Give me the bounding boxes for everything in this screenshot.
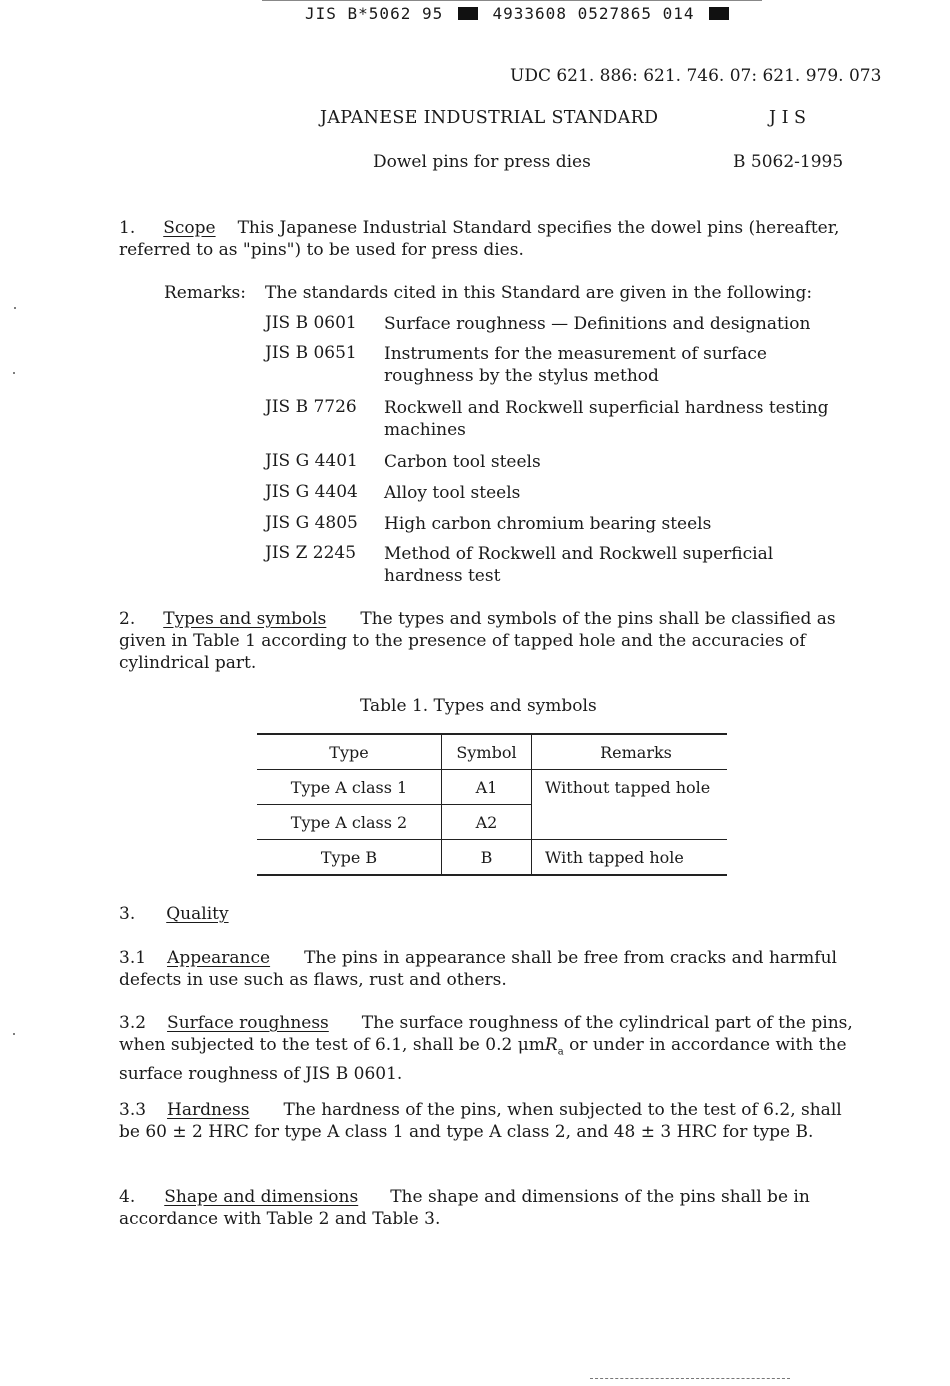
roughness-section	[119, 1012, 859, 1085]
shape-section	[119, 1186, 859, 1230]
table-cell-type: Type A class 1	[257, 770, 442, 805]
barcode-left: JIS B*5062 95	[305, 4, 444, 23]
appearance-section	[119, 947, 859, 991]
ref-code: JIS B 0651	[265, 343, 357, 363]
scan-speck	[14, 307, 16, 309]
scope-text: This Japanese Industrial Standard specifies the dowel pins (hereafter, referred to as "pins") to be used for press dies.	[119, 218, 840, 260]
ref-code: JIS Z 2245	[265, 543, 357, 563]
ref-title: Instruments for the measurement of surface roughness by the stylus method	[384, 344, 767, 386]
table-row	[257, 840, 727, 876]
scope-section	[119, 217, 859, 261]
appearance-text: The pins in appearance shall be free from cracks and harmful defects in use such as flaws, rust and others.	[119, 948, 837, 990]
roughness-heading: Surface roughness	[167, 1013, 329, 1033]
jis-label: J I S	[769, 108, 807, 128]
table-cell-symbol: A2	[442, 805, 532, 840]
appearance-heading: Appearance	[167, 948, 271, 968]
ref-code: JIS G 4805	[265, 513, 358, 533]
section-number: 3.	[119, 904, 136, 924]
ra-subscript: a	[557, 1046, 564, 1058]
table-cell-symbol: A1	[442, 770, 532, 805]
table-header-cell: Symbol	[442, 734, 532, 770]
section-number: 3.1	[119, 948, 147, 968]
roughness-text: The surface roughness of the cylindrical part of the pins, when subjected to the test of 6.1, shall be 0.2 μm	[119, 1013, 853, 1055]
section-number: 3.3	[119, 1100, 147, 1120]
ra-symbol: R	[544, 1035, 558, 1055]
doc-number: B 5062-1995	[733, 152, 844, 172]
table-header-row	[257, 734, 727, 770]
scan-speck	[13, 372, 15, 374]
hardness-heading: Hardness	[167, 1100, 250, 1120]
table-header-cell: Remarks	[532, 734, 728, 770]
barcode-line	[305, 4, 733, 23]
ref-title: Carbon tool steels	[384, 452, 541, 472]
doc-title: Dowel pins for press dies	[373, 152, 591, 172]
quality-heading-line	[119, 903, 859, 925]
udc-line: UDC 621. 886: 621. 746. 07: 621. 979. 073	[510, 66, 882, 86]
footer-rule	[590, 1378, 790, 1380]
table-cell-symbol: B	[442, 840, 532, 876]
table-cell-remarks: With tapped hole	[532, 840, 728, 876]
roughness-text-end: or under in accordance with the surface roughness of JIS B 0601.	[119, 1035, 847, 1085]
types-section	[119, 608, 859, 674]
table-header-cell: Type	[257, 734, 442, 770]
table-caption: Table 1. Types and symbols	[360, 696, 597, 716]
quality-heading: Quality	[166, 904, 229, 924]
ref-title: Rockwell and Rockwell superficial hardness testing machines	[384, 398, 829, 440]
ref-code: JIS B 7726	[265, 397, 357, 417]
shape-heading: Shape and dimensions	[164, 1187, 359, 1207]
barcode-block-icon	[709, 7, 729, 20]
ref-code: JIS B 0601	[265, 313, 357, 333]
scan-speck	[13, 1033, 15, 1035]
ref-title: High carbon chromium bearing steels	[384, 514, 712, 534]
hardness-text: The hardness of the pins, when subjected to the test of 6.2, shall be 60 ± 2 HRC for type A class 1 and type A class 2, and 48 ± 3 HRC for type B.	[119, 1100, 842, 1142]
types-table	[257, 733, 727, 876]
ref-title: Surface roughness — Definitions and designation	[384, 314, 811, 334]
barcode-block-icon	[458, 7, 478, 20]
top-rule	[262, 0, 762, 1]
types-heading: Types and symbols	[163, 609, 327, 629]
shape-text: The shape and dimensions of the pins shall be in accordance with Table 2 and Table 3.	[119, 1187, 810, 1229]
remarks-label: Remarks:	[164, 283, 246, 303]
table-cell-type: Type A class 2	[257, 805, 442, 840]
table-row	[257, 770, 727, 805]
section-number: 3.2	[119, 1013, 147, 1033]
standard-title: JAPANESE INDUSTRIAL STANDARD	[320, 108, 659, 128]
ref-title: Method of Rockwell and Rockwell superficial hardness test	[384, 544, 774, 586]
section-number: 2.	[119, 609, 136, 629]
hardness-section	[119, 1099, 859, 1143]
section-number: 4.	[119, 1187, 136, 1207]
table-cell-remarks: Without tapped hole	[545, 778, 711, 797]
scope-heading: Scope	[163, 218, 216, 238]
section-number: 1.	[119, 218, 136, 238]
table-cell-type: Type B	[257, 840, 442, 876]
types-text: The types and symbols of the pins shall be classified as given in Table 1 according to the presence of tapped hole and the accuracies of cylindrical part.	[119, 609, 836, 673]
remarks-intro: The standards cited in this Standard are given in the following:	[265, 283, 813, 303]
barcode-right: 4933608 0527865 014	[492, 4, 695, 23]
ref-code: JIS G 4401	[265, 451, 358, 471]
ref-title: Alloy tool steels	[384, 483, 521, 503]
ref-code: JIS G 4404	[265, 482, 358, 502]
